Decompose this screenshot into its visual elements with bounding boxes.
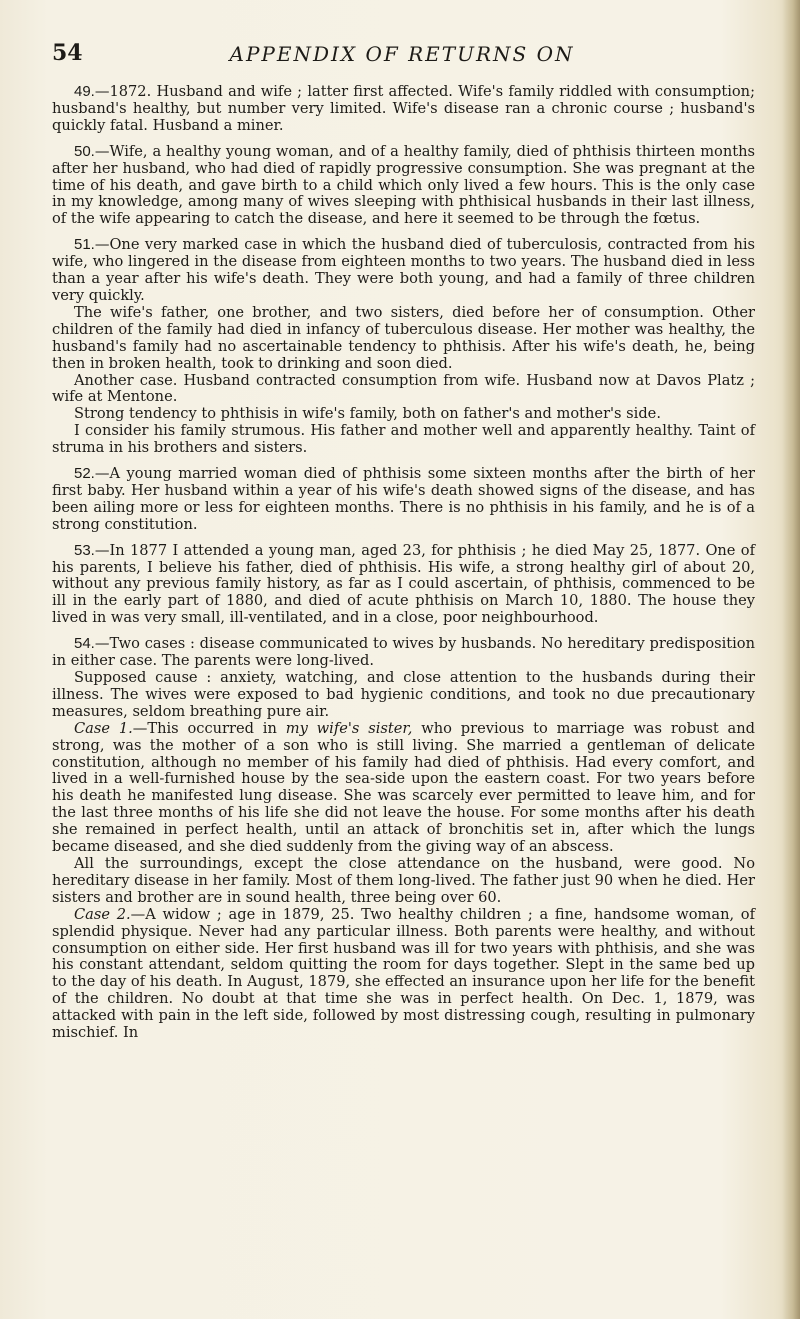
paragraph-54-cause xyxy=(52,670,755,721)
paragraph-51-tendency xyxy=(52,406,755,423)
case-label: Case 1. xyxy=(74,719,133,737)
paragraph-text: —Two cases : disease communicated to wives by husbands. No hereditary predisposition in either case. The parents were long-lived. xyxy=(52,635,755,670)
paragraph-text: —This occurred in xyxy=(132,719,286,737)
paragraph-text: Another case. Husband contracted consumption from wife. Husband now at Davos Platz ; wife at Mentone. xyxy=(52,371,755,406)
paragraph-text: Strong tendency to phthisis in wife's family, both on father's and mother's side. xyxy=(74,405,661,423)
entry-number: 49. xyxy=(74,83,95,100)
paragraph-54-case-2 xyxy=(52,907,755,1042)
paragraph-text: —In 1877 I attended a young man, aged 23, for phthisis ; he died May 25, 1877. One of his parents, I believe his father, died of phthisis. His wife, a strong healthy girl of about 20, without any previous family history, as far as I could ascertain, of phthisis, commenced to be ill in the early part of 1880, and died of acute phthisis on March 10, 1880. The house they lived in was very small, ill-ventilated, and in a close, poor neighbourhood. xyxy=(52,541,755,627)
paragraph-53 xyxy=(52,543,755,628)
paragraph-51-another-case xyxy=(52,373,755,407)
case-label: Case 2. xyxy=(74,905,131,923)
page-edge-shadow xyxy=(782,0,800,1319)
entry-number: 53. xyxy=(74,541,95,559)
entry-number: 52. xyxy=(74,465,95,483)
entry-number: 50. xyxy=(74,142,95,160)
paragraph-49 xyxy=(52,84,755,135)
entry-number: 51. xyxy=(74,236,95,254)
paragraph-text: The wife's father, one brother, and two sisters, died before her of consumption. Other children of the family had died in infancy of tuberculous disease. Her mother was healthy, the husband's family had no ascertainable tendency to phthisis. After his wife's death, he, being then in broken health, took to drinking and soon died. xyxy=(52,303,755,372)
paragraph-text: —1872. Husband and wife ; latter first affected. Wife's family riddled with consumption; husband's healthy, but number very limited. Wife's disease ran a chronic course ; husband's quickly fatal. Husband a miner. xyxy=(52,83,755,134)
paragraph-text: —Wife, a healthy young woman, and of a healthy family, died of phthisis thirteen months after her husband, who had died of rapidly progressive consumption. She was pregnant at the time of his death, and gave birth to a child which only lived a few hours. This is the only case in my knowledge, among many of wives sleeping with phthisical husbands in their last illness, of the wife appearing to catch the disease, and here it seemed to be through the fœtus. xyxy=(52,142,755,228)
paragraph-54-case-1 xyxy=(52,721,755,856)
paragraph-text: —A widow ; age in 1879, 25. Two healthy children ; a fine, handsome woman, of splendid physique. Never had any particular illness. Both parents were healthy, and without consumption on either side. Her first husband was ill for two years with phthisis, and she was his constant attendant, seldom quitting the room for days together. Slept in the same bed up to the day of his death. In August, 1879, she effected an insurance upon her life for the benefit of the children. No doubt at that time she was in perfect health. On Dec. 1, 1879, was attacked with pain in the left side, followed by most distressing cough, resulting in pulmonary mischief. In xyxy=(52,905,755,1042)
paragraph-text: I consider his family strumous. His father and mother well and apparently healthy. Taint of struma in his brothers and sisters. xyxy=(52,422,755,457)
paragraph-51-strumous xyxy=(52,423,755,457)
paragraph-54-surroundings xyxy=(52,856,755,907)
paragraph-50 xyxy=(52,144,755,229)
paragraph-52 xyxy=(52,466,755,534)
paragraph-text: All the surroundings, except the close attendance on the husband, were good. No hereditary disease in her family. Most of them long-lived. The father just 90 when he died. Her sisters and brother are in sound health, three being over 60. xyxy=(52,854,755,906)
italic-phrase: my wife's sister, xyxy=(285,719,413,737)
paragraph-54 xyxy=(52,636,755,670)
paragraph-text: —One very marked case in which the husband died of tuberculosis, contracted from his wife, who lingered in the disease from eighteen months to two years. The husband died in less than a year after his wife's death. They were both young, and had a family of three children very quickly. xyxy=(52,236,755,304)
page-number: 54 xyxy=(52,40,83,66)
paragraph-text: —A young married woman died of phthisis some sixteen months after the birth of her first baby. Her husband within a year of his wife's death showed signs of the disease, and has been ailing more or less for eighteen months. There is no phthisis in his family, and he is of a strong constitution. xyxy=(52,465,755,533)
entry-number: 54. xyxy=(74,635,95,653)
paragraph-51-family xyxy=(52,305,755,373)
body-text xyxy=(52,84,755,1051)
page-header xyxy=(52,40,752,80)
paragraph-text: Supposed cause : anxiety, watching, and close attention to the husbands during their illness. The wives were exposed to bad hygienic conditions, and took no due precautionary measures, seldom breathing pure air. xyxy=(52,669,755,720)
running-title: APPENDIX OF RETURNS ON xyxy=(229,42,575,66)
paragraph-text: who previous to marriage was robust and strong, was the mother of a son who is still living. She married a gentleman of delicate constitution, although no member of his family had died of phthisis. Had every comfort, and lived in a well-furnished house by the sea-side upon the eastern coast. For two years before his death he manifested lung disease. She was scarcely ever permitted to leave him, and for the last three months of his life she did not leave the house. For some months after his death she remained in perfect health, until an attack of bronchitis set in, after which the lungs became diseased, and she died suddenly from the giving way of an abscess. xyxy=(52,719,755,856)
paragraph-51 xyxy=(52,237,755,305)
